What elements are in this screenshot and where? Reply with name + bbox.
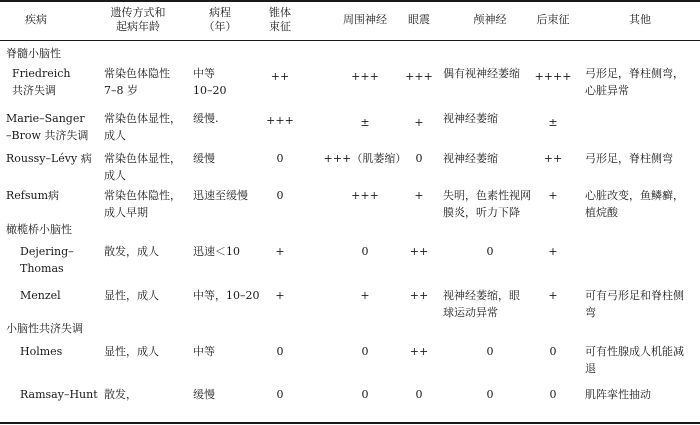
- other-cell: [585, 345, 684, 376]
- nystagmus-cell: ++: [409, 289, 429, 302]
- header-inheritance-line1: 遗传方式和: [110, 6, 166, 19]
- header-course: [190, 6, 250, 34]
- header-posterior: 后束征: [536, 13, 570, 26]
- table-row-menzel-name: Menzel: [20, 289, 61, 302]
- course-cell: 缓慢: [193, 388, 215, 401]
- nystagmus-cell: +++: [405, 70, 433, 83]
- pyramidal-cell: 0: [276, 345, 284, 358]
- header-pyramidal-line2: 束征: [269, 19, 291, 33]
- course-cell: 缓慢: [193, 152, 215, 165]
- header-disease: 疾病: [25, 13, 47, 26]
- nystagmus-cell: 0: [415, 388, 423, 401]
- table-row-ramsay-hunt-name: Ramsay–Hunt: [20, 388, 98, 401]
- nystagmus-cell: +: [414, 116, 424, 129]
- group-spinocerebellar: 脊髓小脑性: [6, 47, 61, 60]
- cranial-cell: 0: [486, 245, 494, 258]
- pyramidal-cell: +: [275, 289, 285, 302]
- nystagmus-cell: ++: [409, 345, 429, 358]
- disease-name-line2: Thomas: [20, 261, 64, 275]
- cranial-cell: 0: [486, 388, 494, 401]
- bottom-rule: [0, 422, 700, 424]
- cranial-cell: [443, 289, 520, 320]
- posterior-cell: ++++: [534, 70, 572, 83]
- header-peripheral: 周围神经: [343, 13, 387, 26]
- inheritance-line2: 成人早期: [104, 205, 148, 219]
- group-cerebellar-ataxia: 小脑性共济失调: [6, 322, 83, 335]
- table-row-roussy-levy-name: Roussy–Lévy 病: [6, 152, 92, 165]
- other-cell: 肌阵挛性抽动: [585, 388, 651, 401]
- other-line1: 弓形足，脊柱侧弯，: [585, 67, 684, 80]
- disease-name-line1: Friedreich: [12, 67, 71, 80]
- nystagmus-cell: +: [414, 189, 424, 202]
- other-line2: 退: [585, 361, 596, 375]
- other-cell: [585, 67, 684, 98]
- pyramidal-cell: ++: [270, 70, 290, 83]
- pyramidal-cell: 0: [276, 152, 284, 165]
- inheritance-cell: [104, 112, 181, 143]
- course-cell: 缓慢.: [193, 112, 219, 125]
- peripheral-cell: 0: [361, 388, 369, 401]
- disease-name-line1: Marie–Sanger: [6, 112, 85, 125]
- header-course-line2: （年）: [203, 19, 237, 33]
- inheritance-cell: 显性，成人: [104, 345, 159, 358]
- inheritance-cell: 散发，成人: [104, 245, 159, 258]
- table-row-marie-sanger-name: [6, 112, 88, 143]
- disease-name-line2: –Brow 共济失调: [6, 128, 89, 142]
- cranial-cell: 视神经萎缩: [443, 152, 498, 165]
- cranial-line1: 视神经萎缩，眼: [443, 289, 520, 302]
- peripheral-cell: +++（肌萎缩）: [323, 152, 407, 165]
- inheritance-line1: 常染色体显性，: [104, 112, 181, 125]
- cranial-cell: [443, 189, 531, 220]
- nystagmus-cell: ++: [409, 245, 429, 258]
- other-cell: [585, 189, 684, 220]
- peripheral-cell: 0: [361, 345, 369, 358]
- inheritance-line1: 常染色体显性，: [104, 152, 181, 165]
- table-row-friedreich-name: [12, 67, 71, 98]
- nystagmus-cell: 0: [415, 152, 423, 165]
- top-rule: [0, 0, 700, 2]
- table-row-holmes-name: Holmes: [20, 345, 63, 358]
- cranial-cell: 偶有视神经萎缩: [443, 67, 520, 80]
- header-pyramidal-line1: 锥体: [269, 6, 291, 19]
- posterior-cell: ++: [543, 152, 563, 165]
- inheritance-cell: [104, 152, 181, 183]
- posterior-cell: +: [548, 289, 558, 302]
- header-nystagmus: 眼震: [408, 13, 430, 26]
- disease-name-line2: 共济失调: [12, 83, 56, 97]
- cranial-line2: 球运动异常: [443, 305, 498, 319]
- course-line2: 10–20: [193, 83, 227, 97]
- inheritance-cell: 显性，成人: [104, 289, 159, 302]
- posterior-cell: +: [548, 245, 558, 258]
- inheritance-line2: 成人: [104, 128, 126, 142]
- pyramidal-cell: +: [275, 245, 285, 258]
- posterior-cell: 0: [549, 388, 557, 401]
- posterior-cell: 0: [549, 345, 557, 358]
- course-cell: [193, 67, 227, 98]
- cranial-line1: 失明，色素性视网: [443, 189, 531, 202]
- peripheral-cell: +++: [351, 70, 379, 83]
- pyramidal-cell: 0: [276, 388, 284, 401]
- peripheral-cell: ±: [360, 116, 370, 129]
- inheritance-cell: [104, 67, 170, 98]
- peripheral-cell: 0: [361, 245, 369, 258]
- disease-name-line1: Dejering–: [20, 245, 74, 258]
- table-row-refsum-name: Refsum病: [6, 189, 60, 202]
- cranial-cell: 0: [486, 345, 494, 358]
- course-line1: 中等: [193, 67, 215, 80]
- posterior-cell: ±: [548, 116, 558, 129]
- other-cell: 弓形足，脊柱侧弯: [585, 152, 673, 165]
- pyramidal-cell: +++: [266, 114, 294, 127]
- header-pyramidal: [266, 6, 294, 34]
- course-cell: 迅速＜10: [193, 245, 240, 258]
- other-line1: 心脏改变，鱼鳞癣，: [585, 189, 684, 202]
- posterior-cell: +: [548, 189, 558, 202]
- other-line2: 弯: [585, 305, 596, 319]
- header-rule: [0, 40, 700, 41]
- inheritance-line2: 7–8 岁: [104, 83, 138, 97]
- inheritance-line1: 常染色体隐性，: [104, 189, 181, 202]
- peripheral-cell: +++: [351, 189, 379, 202]
- table-row-dejering-thomas-name: [20, 245, 74, 276]
- inheritance-line2: 成人: [104, 168, 126, 182]
- inheritance-cell: [104, 189, 181, 220]
- peripheral-cell: +: [360, 289, 370, 302]
- header-inheritance-line2: 起病年龄: [116, 19, 160, 33]
- other-line2: 心脏异常: [585, 83, 629, 97]
- header-cranial: 颅神经: [473, 13, 507, 26]
- pyramidal-cell: 0: [276, 189, 284, 202]
- header-other: 其他: [629, 13, 651, 26]
- inheritance-line1: 常染色体隐性: [104, 67, 170, 80]
- other-cell: [585, 289, 684, 320]
- header-inheritance: [92, 6, 184, 34]
- cranial-line2: 膜炎，听力下降: [443, 205, 520, 219]
- header-course-line1: 病程: [209, 6, 231, 19]
- course-cell: 中等: [193, 345, 215, 358]
- other-line1: 可有弓形足和脊柱侧: [585, 289, 684, 302]
- course-cell: 中等，10–20: [193, 289, 260, 302]
- cranial-cell: 视神经萎缩: [443, 112, 498, 125]
- other-line1: 可有性腺成人机能减: [585, 345, 684, 358]
- other-line2: 植烷酸: [585, 205, 618, 219]
- group-olivopontocerebellar: 橄榄桥小脑性: [6, 223, 72, 236]
- course-cell: 迅速至缓慢: [193, 189, 248, 202]
- inheritance-cell: 散发，: [104, 388, 137, 401]
